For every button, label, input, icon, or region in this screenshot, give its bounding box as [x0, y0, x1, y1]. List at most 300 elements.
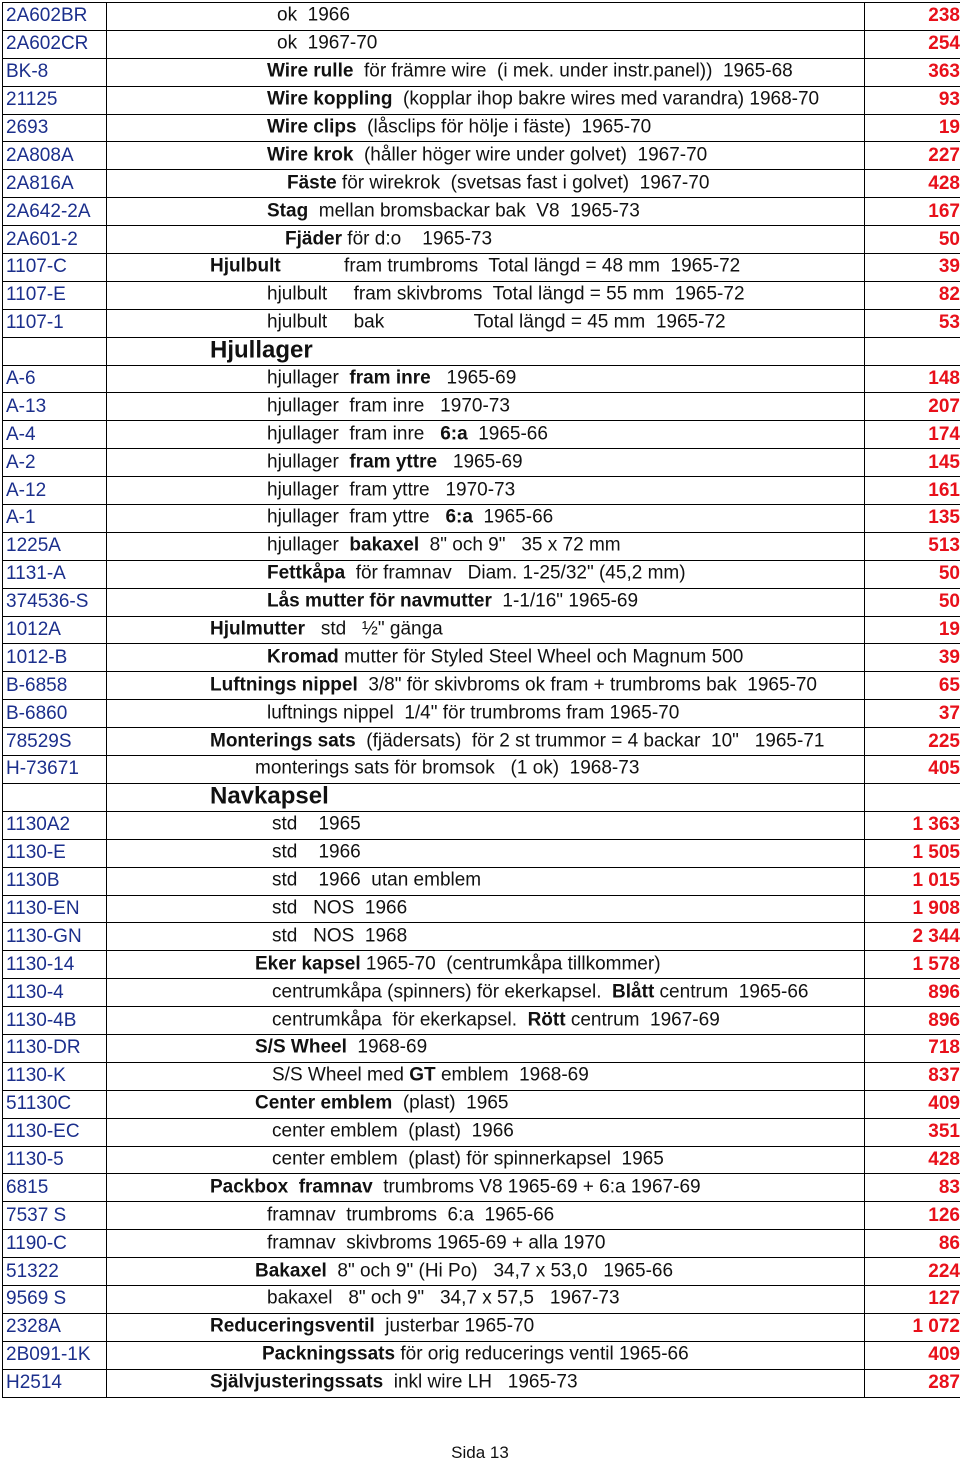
description-cell	[107, 1341, 865, 1369]
description-text: centrum 1965-66	[654, 981, 808, 1002]
description-cell	[107, 505, 865, 533]
description-text: (fjädersats) för 2 st trummor = 4 backar 10" 1965-71	[356, 730, 825, 751]
description-cell	[107, 281, 865, 309]
description	[267, 1232, 605, 1254]
part-number: A-2	[3, 449, 107, 477]
description-text: hjullager fram inre	[267, 423, 440, 444]
description	[267, 200, 640, 222]
price: 174	[865, 421, 960, 449]
description	[277, 5, 350, 27]
description-text: ok 1967-70	[277, 33, 377, 54]
price: 65	[865, 672, 960, 700]
description-text: centrumkåpa (spinners) för ekerkapsel.	[272, 981, 612, 1002]
page-number: Sida 13	[0, 1443, 960, 1463]
description-text: (plast) 1965	[392, 1093, 508, 1114]
part-number: 2A601-2	[3, 226, 107, 254]
description	[255, 1037, 427, 1059]
description-bold: Fäste	[287, 172, 337, 193]
description-cell	[107, 728, 865, 756]
part-number: 1107-C	[3, 254, 107, 282]
price: 19	[865, 114, 960, 142]
description-text: centrumkåpa för ekerkapsel.	[272, 1009, 528, 1030]
section-header-row	[3, 337, 960, 365]
description	[210, 256, 740, 278]
part-number: 2693	[3, 114, 107, 142]
description-text: hjullager	[267, 535, 349, 556]
description-text: framnav trumbroms 6:a 1965-66	[267, 1204, 554, 1225]
price: 82	[865, 281, 960, 309]
table-row	[3, 226, 960, 254]
part-number: BK-8	[3, 58, 107, 86]
description	[255, 758, 639, 780]
description-cell	[107, 756, 865, 784]
part-number: 1130-GN	[3, 923, 107, 951]
description-bold: Packbox framnav	[210, 1176, 373, 1197]
description-bold: Fjäder	[285, 228, 342, 249]
part-number	[3, 783, 107, 811]
description-text: 8" och 9" (Hi Po) 34,7 x 53,0 1965-66	[327, 1260, 673, 1281]
section-header-row	[3, 783, 960, 811]
table-row	[3, 449, 960, 477]
description-cell	[107, 254, 865, 282]
price: 39	[865, 644, 960, 672]
price: 145	[865, 449, 960, 477]
description	[210, 1176, 701, 1198]
price: 93	[865, 86, 960, 114]
description-text: 8" och 9" 35 x 72 mm	[419, 535, 620, 556]
description	[272, 1149, 664, 1171]
description	[272, 981, 808, 1003]
part-number: 1130-EN	[3, 895, 107, 923]
part-number: 2A602CR	[3, 30, 107, 58]
price: 135	[865, 505, 960, 533]
part-number: 1130A2	[3, 811, 107, 839]
description	[267, 646, 743, 668]
description-text: framnav skivbroms 1965-69 + alla 1970	[267, 1232, 605, 1253]
part-number: 1012-B	[3, 644, 107, 672]
description-cell	[107, 839, 865, 867]
description	[287, 172, 709, 194]
table-row	[3, 588, 960, 616]
part-number: 374536-S	[3, 588, 107, 616]
part-number: 51130C	[3, 1090, 107, 1118]
description-text: std 1965	[272, 814, 361, 835]
description	[272, 1009, 720, 1031]
description-cell	[107, 393, 865, 421]
description-text: std NOS 1968	[272, 925, 407, 946]
description	[210, 674, 817, 696]
description	[267, 563, 686, 585]
description-text: 1965-66	[468, 423, 548, 444]
part-number: 1130-EC	[3, 1118, 107, 1146]
description-text: emblem 1968-69	[436, 1065, 589, 1086]
description-cell	[107, 644, 865, 672]
part-number: 2A816A	[3, 170, 107, 198]
description-text: std 1966 utan emblem	[272, 870, 481, 891]
description-text: S/S Wheel med	[272, 1065, 409, 1086]
description-bold: Eker kapsel	[255, 953, 361, 974]
description-cell	[107, 560, 865, 588]
table-row	[3, 86, 960, 114]
description-text: för wirekrok (svetsas fast i golvet) 1967-70	[337, 172, 710, 193]
description-cell	[107, 1062, 865, 1090]
part-number: A-4	[3, 421, 107, 449]
price: 53	[865, 309, 960, 337]
description-text: hjullager fram inre 1970-73	[267, 395, 510, 416]
description-text: 1965-70 (centrumkåpa tillkommer)	[361, 953, 661, 974]
description-cell	[107, 86, 865, 114]
description	[210, 1372, 578, 1394]
part-number: 1130B	[3, 867, 107, 895]
price: 896	[865, 1007, 960, 1035]
price: 225	[865, 728, 960, 756]
part-number: 1130-DR	[3, 1034, 107, 1062]
description-cell	[107, 365, 865, 393]
price: 161	[865, 477, 960, 505]
price	[865, 337, 960, 365]
description	[272, 897, 407, 919]
description-bold: Lås mutter för navmutter	[267, 591, 492, 612]
table-row	[3, 393, 960, 421]
table-row	[3, 616, 960, 644]
description-text: mellan bromsbackar bak V8 1965-73	[308, 200, 640, 221]
description-bold: Bakaxel	[255, 1260, 327, 1281]
table-row	[3, 505, 960, 533]
description	[210, 1316, 534, 1338]
section-title: Hjullager	[210, 337, 313, 363]
description-bold: Fettkåpa	[267, 563, 345, 584]
price: 287	[865, 1369, 960, 1397]
table-row	[3, 951, 960, 979]
table-row	[3, 3, 960, 31]
description-cell	[107, 1313, 865, 1341]
description-bold: bakaxel	[349, 535, 419, 556]
part-number: 6815	[3, 1174, 107, 1202]
table-row	[3, 1285, 960, 1313]
description-cell	[107, 895, 865, 923]
description-text: 3/8" för skivbroms ok fram + trumbroms bak 1965-70	[358, 674, 817, 695]
price: 148	[865, 365, 960, 393]
part-number: 1130-K	[3, 1062, 107, 1090]
table-row	[3, 1341, 960, 1369]
description-bold: Packningssats	[262, 1344, 395, 1365]
description-text: (låsclips för hölje i fäste) 1965-70	[357, 117, 652, 138]
description	[267, 535, 621, 557]
part-number: 7537 S	[3, 1202, 107, 1230]
table-row	[3, 895, 960, 923]
table-row	[3, 1118, 960, 1146]
price: 837	[865, 1062, 960, 1090]
description-cell	[107, 532, 865, 560]
price: 1 015	[865, 867, 960, 895]
description-text: std ½" gänga	[305, 619, 443, 640]
price: 127	[865, 1285, 960, 1313]
description	[272, 842, 361, 864]
description-text: för framnav Diam. 1-25/32" (45,2 mm)	[345, 563, 685, 584]
description-cell	[107, 1258, 865, 1286]
description	[267, 507, 553, 529]
part-number: A-13	[3, 393, 107, 421]
description-cell	[107, 421, 865, 449]
part-number: 2B091-1K	[3, 1341, 107, 1369]
table-row	[3, 254, 960, 282]
description-bold: Wire rulle	[267, 61, 353, 82]
table-row	[3, 365, 960, 393]
price: 224	[865, 1258, 960, 1286]
description	[267, 1288, 620, 1310]
part-number: 21125	[3, 86, 107, 114]
description-cell	[107, 783, 865, 811]
description-text: trumbroms V8 1965-69 + 6:a 1967-69	[373, 1176, 701, 1197]
description	[267, 61, 793, 83]
description-bold: Center emblem	[255, 1093, 392, 1114]
description	[255, 1093, 508, 1115]
price: 50	[865, 560, 960, 588]
table-row	[3, 170, 960, 198]
part-number: B-6860	[3, 700, 107, 728]
table-row	[3, 1062, 960, 1090]
description-cell	[107, 1146, 865, 1174]
description-text: (kopplar ihop bakre wires med varandra) 1968-70	[392, 89, 819, 110]
description-cell	[107, 142, 865, 170]
description	[267, 144, 707, 166]
description	[262, 1344, 689, 1366]
part-number: 1130-4	[3, 979, 107, 1007]
part-number: 1130-5	[3, 1146, 107, 1174]
description	[272, 1065, 589, 1087]
description-cell	[107, 309, 865, 337]
description-cell	[107, 1174, 865, 1202]
description	[272, 925, 407, 947]
part-number: A-1	[3, 505, 107, 533]
description-bold: Wire clips	[267, 117, 357, 138]
table-row	[3, 1090, 960, 1118]
description	[277, 33, 377, 55]
table-row	[3, 477, 960, 505]
part-number: A-6	[3, 365, 107, 393]
description-cell	[107, 811, 865, 839]
price: 50	[865, 588, 960, 616]
description-bold: 6:a	[440, 423, 467, 444]
description-cell	[107, 951, 865, 979]
description-bold: fram inre	[349, 368, 430, 389]
price: 351	[865, 1118, 960, 1146]
price: 19	[865, 616, 960, 644]
part-number: 2328A	[3, 1313, 107, 1341]
table-row	[3, 867, 960, 895]
description	[267, 423, 548, 445]
table-row	[3, 1146, 960, 1174]
description	[255, 1260, 673, 1282]
price: 254	[865, 30, 960, 58]
table-row	[3, 1174, 960, 1202]
price: 1 072	[865, 1313, 960, 1341]
description-cell	[107, 867, 865, 895]
description	[210, 337, 313, 364]
description	[267, 451, 523, 473]
table-row	[3, 756, 960, 784]
description-cell	[107, 1090, 865, 1118]
description-text: (håller höger wire under golvet) 1967-70	[353, 144, 707, 165]
description-bold: Reduceringsventil	[210, 1316, 375, 1337]
description-text: hjullager	[267, 451, 349, 472]
description-cell	[107, 672, 865, 700]
description-cell	[107, 1369, 865, 1397]
table-row	[3, 1258, 960, 1286]
price: 896	[865, 979, 960, 1007]
description-text: fram trumbroms Total längd = 48 mm 1965-72	[281, 256, 741, 277]
description-text: hjullager fram yttre 1970-73	[267, 479, 515, 500]
part-number: 1107-1	[3, 309, 107, 337]
description	[267, 591, 638, 613]
description-text: 1968-69	[347, 1037, 427, 1058]
price: 86	[865, 1230, 960, 1258]
description	[267, 702, 679, 724]
part-number: 2A808A	[3, 142, 107, 170]
description-cell	[107, 979, 865, 1007]
table-row	[3, 281, 960, 309]
description-text: hjullager fram yttre	[267, 507, 445, 528]
part-number: 2A602BR	[3, 3, 107, 31]
table-row	[3, 672, 960, 700]
description-text: 1965-69	[437, 451, 523, 472]
description-text: 1965-66	[473, 507, 553, 528]
part-number: 1131-A	[3, 560, 107, 588]
price: 718	[865, 1034, 960, 1062]
part-number	[3, 337, 107, 365]
description-text: ok 1966	[277, 5, 350, 26]
description-cell	[107, 1007, 865, 1035]
price: 238	[865, 3, 960, 31]
description-text: bakaxel 8" och 9" 34,7 x 57,5 1967-73	[267, 1288, 620, 1309]
description-cell	[107, 30, 865, 58]
table-row	[3, 142, 960, 170]
description-text: för d:o 1965-73	[342, 228, 492, 249]
description	[272, 814, 361, 836]
description-bold: fram yttre	[349, 451, 437, 472]
price: 428	[865, 170, 960, 198]
description	[210, 783, 329, 810]
description-bold: Monterings sats	[210, 730, 356, 751]
description-text: för främre wire (i mek. under instr.panel)) 1965-68	[353, 61, 792, 82]
description	[267, 1204, 554, 1226]
part-number: 1190-C	[3, 1230, 107, 1258]
table-row	[3, 309, 960, 337]
price: 1 505	[865, 839, 960, 867]
table-row	[3, 560, 960, 588]
table-row	[3, 1369, 960, 1397]
part-number: 1130-14	[3, 951, 107, 979]
description-cell	[107, 700, 865, 728]
price: 409	[865, 1090, 960, 1118]
description-text: luftnings nippel 1/4" för trumbroms fram 1965-70	[267, 702, 679, 723]
description	[267, 284, 745, 306]
table-row	[3, 979, 960, 1007]
description-cell	[107, 226, 865, 254]
description-bold: Wire koppling	[267, 89, 392, 110]
table-row	[3, 700, 960, 728]
price: 363	[865, 58, 960, 86]
description	[267, 117, 651, 139]
table-row	[3, 644, 960, 672]
description	[210, 619, 443, 641]
description-bold: Wire krok	[267, 144, 353, 165]
description-text: 1-1/16" 1965-69	[492, 591, 638, 612]
description-bold: Luftnings nippel	[210, 674, 358, 695]
description-bold: Blått	[612, 981, 654, 1002]
part-number: H-73671	[3, 756, 107, 784]
description-bold: Kromad	[267, 646, 339, 667]
description-cell	[107, 588, 865, 616]
price: 405	[865, 756, 960, 784]
description-bold: Hjulmutter	[210, 619, 305, 640]
price: 1 363	[865, 811, 960, 839]
description-cell	[107, 923, 865, 951]
description-text: justerbar 1965-70	[375, 1316, 535, 1337]
description-bold: Hjulbult	[210, 256, 281, 277]
part-number: 9569 S	[3, 1285, 107, 1313]
table-row	[3, 1313, 960, 1341]
price: 39	[865, 254, 960, 282]
description-cell	[107, 337, 865, 365]
description	[267, 479, 515, 501]
table-row	[3, 114, 960, 142]
description-text: inkl wire LH 1965-73	[383, 1372, 577, 1393]
part-number: A-12	[3, 477, 107, 505]
description-cell	[107, 1202, 865, 1230]
part-number: 78529S	[3, 728, 107, 756]
part-number: 2A642-2A	[3, 198, 107, 226]
description-cell	[107, 1034, 865, 1062]
description	[267, 368, 516, 390]
description-text: hjulbult fram skivbroms Total längd = 55 mm 1965-72	[267, 284, 745, 305]
description	[267, 395, 510, 417]
table-row	[3, 58, 960, 86]
description-bold: Stag	[267, 200, 308, 221]
description-cell	[107, 58, 865, 86]
description	[285, 228, 492, 250]
part-number: 1225A	[3, 532, 107, 560]
price: 37	[865, 700, 960, 728]
description-cell	[107, 1285, 865, 1313]
price: 1 908	[865, 895, 960, 923]
description-cell	[107, 1230, 865, 1258]
description	[267, 312, 726, 334]
price: 227	[865, 142, 960, 170]
description-text: 1965-69	[431, 368, 517, 389]
table-row	[3, 421, 960, 449]
description	[272, 870, 481, 892]
table-row	[3, 532, 960, 560]
part-number: B-6858	[3, 672, 107, 700]
price: 126	[865, 1202, 960, 1230]
description-text: center emblem (plast) för spinnerkapsel 1965	[272, 1149, 664, 1170]
part-number: 1012A	[3, 616, 107, 644]
part-number: 1130-E	[3, 839, 107, 867]
description-text: centrum 1967-69	[566, 1009, 720, 1030]
price: 50	[865, 226, 960, 254]
description-text: monterings sats för bromsok (1 ok) 1968-73	[255, 758, 639, 779]
description-text: center emblem (plast) 1966	[272, 1121, 514, 1142]
description-text: hjulbult bak Total längd = 45 mm 1965-72	[267, 312, 726, 333]
description-text: för orig reducerings ventil 1965-66	[395, 1344, 689, 1365]
price: 428	[865, 1146, 960, 1174]
description-bold: 6:a	[445, 507, 472, 528]
description-cell	[107, 198, 865, 226]
table-row	[3, 1034, 960, 1062]
part-number: H2514	[3, 1369, 107, 1397]
description-cell	[107, 449, 865, 477]
